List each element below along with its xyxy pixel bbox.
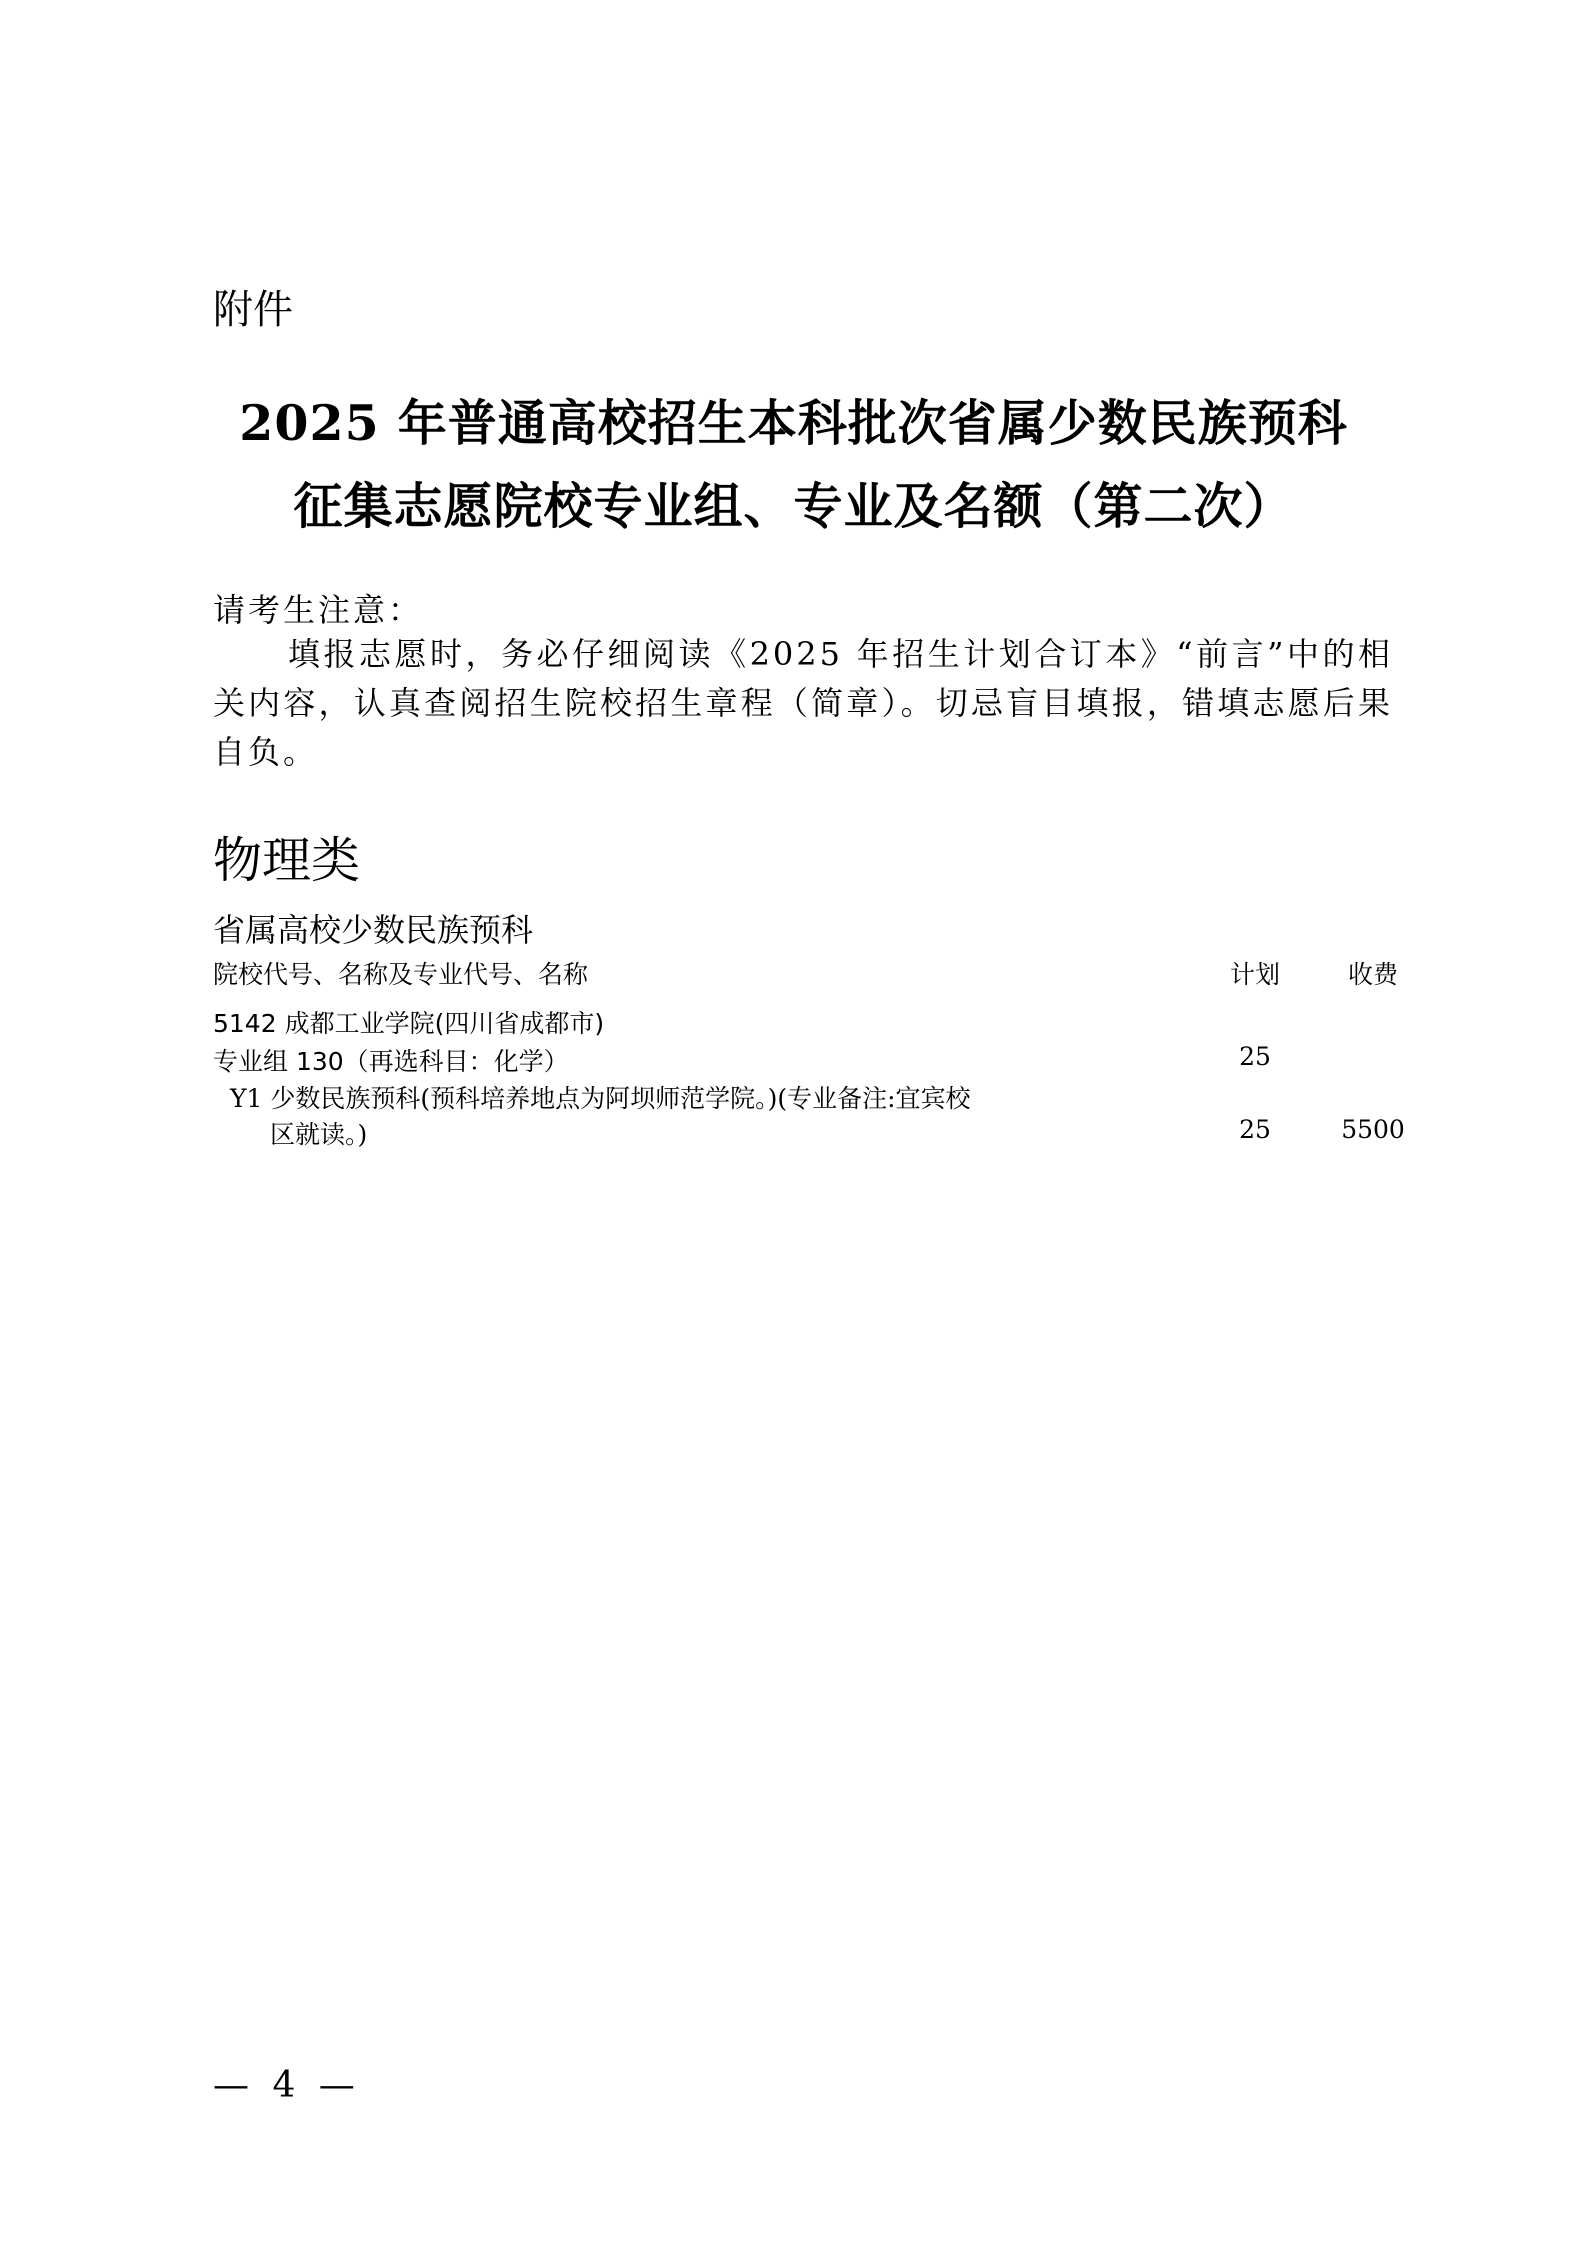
attachment-label: 附件 bbox=[213, 287, 293, 333]
header-plan: 计划 bbox=[1229, 960, 1280, 989]
document-title-line-2: 征集志愿院校专业组、专业及名额（第二次） bbox=[293, 477, 1294, 535]
category-heading: 物理类 bbox=[213, 832, 361, 889]
major-line-2: 区就读。) bbox=[270, 1120, 368, 1149]
group-plan: 25 bbox=[1239, 1042, 1271, 1071]
school-row: 5142 成都工业学院(四川省成都市) bbox=[213, 1009, 605, 1038]
header-name: 院校代号、名称及专业代号、名称 bbox=[213, 960, 589, 989]
document-title-line-1: 2025 年普通高校招生本科批次省属少数民族预科 bbox=[239, 394, 1348, 452]
batch-heading: 省属高校少数民族预科 bbox=[213, 911, 534, 949]
group-label: 专业组 130（再选科目：化学） bbox=[213, 1047, 569, 1076]
major-line-1: Y1 少数民族预科(预科培养地点为阿坝师范学院。)(专业备注:宜宾校 bbox=[230, 1084, 971, 1113]
notice-label: 请考生注意： bbox=[213, 591, 424, 629]
major-fee: 5500 bbox=[1341, 1115, 1405, 1144]
major-plan: 25 bbox=[1239, 1115, 1271, 1144]
notice-body: 填报志愿时，务必仔细阅读《2025 年招生计划合订本》“前言”中的相关内容，认真查阅招生院校招生章程（简章）。切忌盲目填报，错填志愿后果自负。 bbox=[213, 635, 1393, 771]
page-number: — 4 — bbox=[213, 2065, 361, 2106]
header-fee: 收费 bbox=[1347, 960, 1398, 989]
